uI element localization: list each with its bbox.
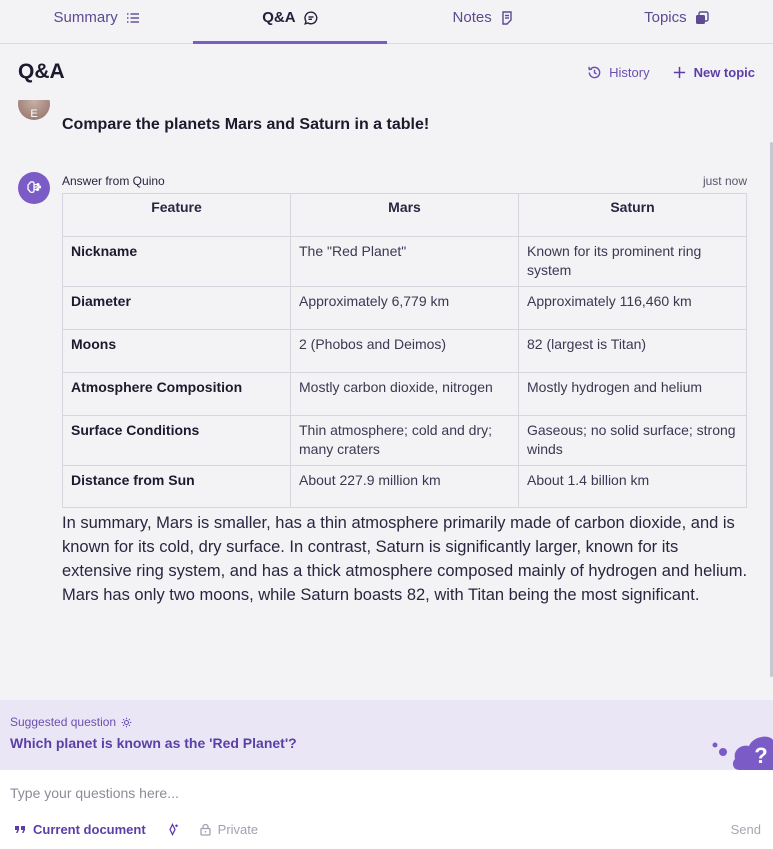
table-cell: Moons: [63, 330, 291, 373]
plus-icon: [672, 65, 687, 80]
table-row: [63, 287, 747, 330]
conversation: [0, 100, 773, 700]
new-topic-button[interactable]: [672, 65, 755, 80]
table-cell: Nickname: [63, 237, 291, 287]
user-question: Compare the planets Mars and Saturn in a table!: [62, 116, 430, 133]
comparison-table: [62, 193, 747, 508]
table-cell: Gaseous; no solid surface; strong winds: [519, 416, 747, 466]
suggested-label: [10, 715, 132, 729]
table-row: [63, 237, 747, 287]
table-cell: Mostly carbon dioxide, nitrogen: [291, 373, 519, 416]
private-toggle[interactable]: [199, 822, 258, 837]
tab-notes[interactable]: [387, 0, 580, 43]
private-label: Private: [217, 822, 259, 837]
answer-timestamp: just now: [702, 174, 747, 188]
table-cell: Surface Conditions: [63, 416, 291, 466]
answer-label: Answer from Quino: [62, 174, 165, 188]
suggested-label-text: Suggested question: [10, 715, 117, 729]
assistant-avatar: [18, 172, 50, 204]
history-button[interactable]: [587, 65, 649, 80]
column-header: Mars: [291, 194, 519, 237]
ai-options-button[interactable]: [166, 823, 179, 836]
table-cell: About 1.4 billion km: [519, 466, 747, 508]
table-row: [63, 330, 747, 373]
table-row: [63, 373, 747, 416]
column-header: Saturn: [519, 194, 747, 237]
send-button[interactable]: Send: [730, 822, 761, 837]
current-document-label: Current document: [33, 822, 146, 837]
table-header-row: [63, 194, 747, 237]
input-options: [14, 822, 258, 837]
page-header: [0, 44, 773, 100]
table-cell: Known for its prominent ring system: [519, 237, 747, 287]
sparkle-icon: [121, 717, 132, 728]
table-cell: 2 (Phobos and Deimos): [291, 330, 519, 373]
tab-summary[interactable]: [0, 0, 193, 43]
tab-label: Topics: [644, 9, 687, 26]
tab-topics[interactable]: [580, 0, 773, 43]
lock-icon: [199, 823, 212, 836]
suggested-question-button[interactable]: Which planet is known as the 'Red Planet'?: [10, 735, 297, 751]
tab-label: Q&A: [262, 9, 296, 26]
suggested-question-panel: [0, 700, 773, 770]
table-cell: Atmosphere Composition: [63, 373, 291, 416]
current-document-button[interactable]: [14, 822, 146, 837]
question-input-bar: [0, 770, 773, 849]
table-row: [63, 416, 747, 466]
table-cell: Diameter: [63, 287, 291, 330]
history-label: History: [609, 64, 650, 80]
tab-qa[interactable]: [193, 0, 386, 43]
tab-label: Summary: [53, 9, 118, 26]
svg-text:?: ?: [754, 743, 768, 768]
history-icon: [587, 65, 602, 80]
table-cell: Approximately 6,779 km: [291, 287, 519, 330]
stack-icon: [695, 11, 709, 25]
table-cell: 82 (largest is Titan): [519, 330, 747, 373]
table-cell: Approximately 116,460 km: [519, 287, 747, 330]
table-cell: Thin atmosphere; cold and dry; many craters: [291, 416, 519, 466]
header-actions: [587, 65, 755, 80]
table-cell: Mostly hydrogen and helium: [519, 373, 747, 416]
answer-summary: In summary, Mars is smaller, has a thin atmosphere primarily made of carbon dioxide, and is known for its cold, dry surface. In contrast, Saturn is significantly larger, known for its extensive ring system, and has a thick atmosphere composed mainly of hydrogen and helium. Mars has only two moons, while Saturn boasts 82, with Titan being the most significant.: [62, 514, 748, 604]
table-cell: Distance from Sun: [63, 466, 291, 508]
tab-label: Notes: [452, 9, 492, 26]
note-icon: [500, 11, 514, 25]
chat-icon: [304, 11, 318, 25]
avatar: [18, 100, 50, 120]
quote-icon: [14, 823, 27, 836]
list-icon: [126, 11, 140, 25]
table-cell: About 227.9 million km: [291, 466, 519, 508]
new-topic-label: New topic: [693, 64, 755, 80]
sparkle-diamond-icon: [166, 823, 179, 836]
table-cell: The "Red Planet": [291, 237, 519, 287]
brain-icon: [25, 179, 43, 197]
table-row: [63, 466, 747, 508]
avatar-initial: E: [30, 108, 38, 120]
page-title: Q&A: [18, 60, 65, 83]
help-bubble-icon[interactable]: [711, 730, 773, 770]
question-input[interactable]: [10, 782, 750, 804]
tab-bar: [0, 0, 773, 44]
column-header: Feature: [63, 194, 291, 237]
